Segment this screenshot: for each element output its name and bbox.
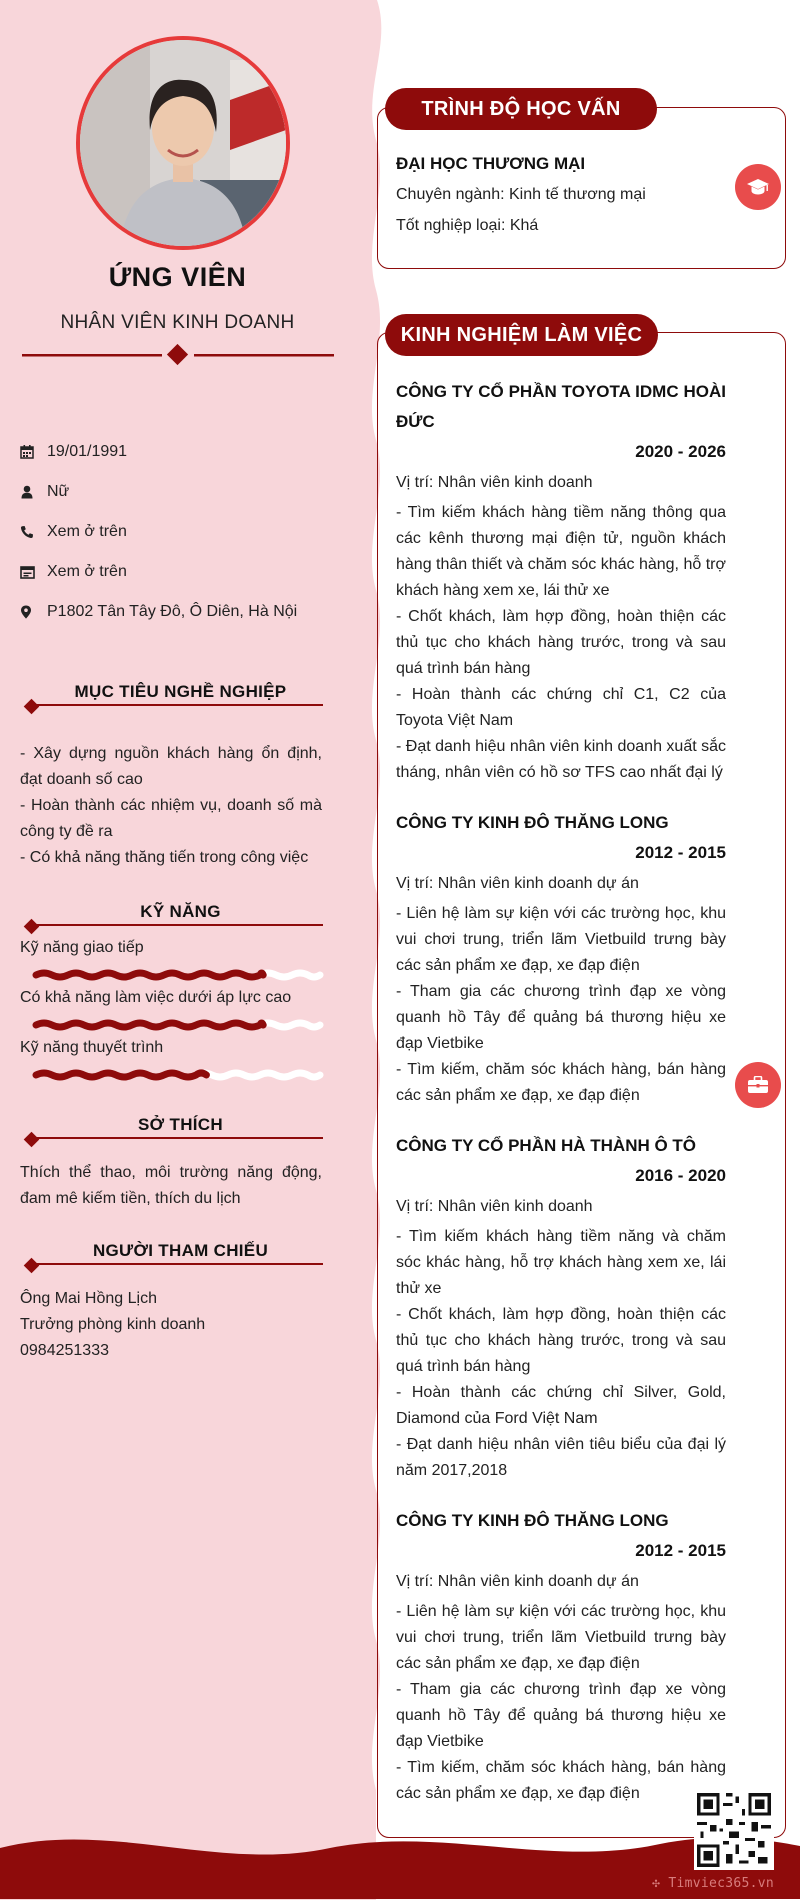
job-company: CÔNG TY CỔ PHẦN TOYOTA IDMC HOÀI ĐỨC	[396, 382, 726, 431]
job-position: Vị trí: Nhân viên kinh doanh	[396, 474, 593, 491]
job-position: Vị trí: Nhân viên kinh doanh dự án	[396, 1573, 639, 1590]
job-task: - Tìm kiếm khách hàng tiềm năng và chăm sóc khác hàng, hỗ trợ khách hàng xem xe, lái thử xe	[396, 1228, 726, 1297]
education-school: ĐẠI HỌC THƯƠNG MẠI	[396, 154, 586, 173]
graduation-cap-icon	[746, 177, 770, 197]
watermark-text: Timviec365.vn	[668, 1876, 774, 1891]
calendar-icon	[20, 444, 47, 460]
job-period: 2012 - 2015	[635, 1541, 726, 1560]
job-company: CÔNG TY CỔ PHẦN HÀ THÀNH Ô TÔ	[396, 1136, 697, 1155]
job-task: - Liên hệ làm sự kiện với các trường học, khu vui chơi trung, triển lãm Vietbuild trưng bày các sản phẩm xe đạp, xe đạp điện	[396, 905, 726, 974]
job-task: - Hoàn thành các chứng chỉ Silver, Gold, Diamond của Ford Việt Nam	[396, 1384, 726, 1427]
hobbies-heading	[20, 1115, 323, 1141]
job-task: - Tìm kiếm khách hàng tiềm năng thông qua các kênh thương mại điện tử, nguồn khách hàng thân thiết và chăm sóc khác hàng, hỗ trợ khách hàng xem xe, lái thử xe	[396, 504, 726, 599]
education-grade: Tốt nghiệp loại: Khá	[396, 217, 539, 234]
candidate-job-title: NHÂN VIÊN KINH DOANH	[60, 312, 295, 333]
contact-email-text: Xem ở trên	[47, 563, 127, 580]
title-divider	[22, 344, 334, 366]
career-goal-title: MỤC TIÊU NGHỀ NGHIỆP	[74, 682, 287, 701]
education-major: Chuyên ngành: Kinh tế thương mại	[396, 186, 646, 203]
education-content	[396, 153, 726, 237]
job-position: Vị trí: Nhân viên kinh doanh dự án	[396, 875, 639, 892]
location-icon	[20, 604, 47, 620]
career-goal-text	[20, 741, 322, 871]
job-position: Vị trí: Nhân viên kinh doanh	[396, 1198, 593, 1215]
experience-heading: KINH NGHIỆM LÀM VIỆC	[385, 314, 658, 356]
career-goal-line: - Hoàn thành các nhiệm vụ, doanh số mà công ty đề ra	[20, 797, 322, 840]
career-goal-heading	[20, 682, 323, 708]
skill-level-bar	[20, 969, 325, 981]
skills-title: KỸ NĂNG	[140, 902, 221, 921]
career-goal-line: - Xây dựng nguồn khách hàng ổn định, đạt doanh số cao	[20, 745, 322, 788]
job-company: CÔNG TY KINH ĐÔ THĂNG LONG	[396, 813, 669, 832]
job-period: 2016 - 2020	[635, 1166, 726, 1185]
contact-address-text: P1802 Tân Tây Đô, Ô Diên, Hà Nội	[47, 603, 298, 620]
career-goal-line: - Có khả năng thăng tiến trong công việc	[20, 849, 309, 866]
contact-phone	[20, 512, 340, 552]
job-task: - Tìm kiếm, chăm sóc khách hàng, bán hàng các sản phẩm xe đạp, xe đạp điện	[396, 1061, 726, 1104]
job-entry	[396, 377, 726, 786]
education-heading: TRÌNH ĐỘ HỌC VẤN	[385, 88, 657, 130]
job-task: - Hoàn thành các chứng chỉ C1, C2 của Toyota Việt Nam	[396, 686, 726, 729]
job-period: 2012 - 2015	[635, 843, 726, 862]
skill-name: Kỹ năng giao tiếp	[20, 939, 144, 956]
contact-birthdate-text: 19/01/1991	[47, 443, 128, 460]
reference-name: Ông Mai Hồng Lịch	[20, 1290, 157, 1307]
skill-item	[20, 1035, 325, 1081]
experience-list	[396, 377, 726, 1829]
references-text	[20, 1286, 322, 1364]
job-task: - Đạt danh hiệu nhân viên kinh doanh xuất sắc tháng, nhân viên có hồ sơ TFS cao nhất đại lý	[396, 738, 727, 781]
contact-address	[20, 592, 340, 632]
hobbies-text: Thích thể thao, môi trường năng động, đam mê kiếm tiền, thích du lịch	[20, 1164, 322, 1207]
experience-icon-badge	[735, 1062, 781, 1108]
skill-item	[20, 935, 325, 981]
references-title: NGƯỜI THAM CHIẾU	[92, 1241, 269, 1260]
email-icon	[20, 564, 47, 580]
hobbies-title: SỞ THÍCH	[138, 1115, 223, 1134]
avatar	[76, 36, 290, 250]
contact-gender	[20, 472, 340, 512]
reference-phone: 0984251333	[20, 1342, 109, 1359]
job-company: CÔNG TY KINH ĐÔ THĂNG LONG	[396, 1511, 669, 1530]
skill-name: Kỹ năng thuyết trình	[20, 1039, 164, 1056]
candidate-name: ỨNG VIÊN	[108, 262, 247, 292]
job-task: - Đạt danh hiệu nhân viên tiêu biểu của đại lý năm 2017,2018	[396, 1436, 726, 1479]
contact-birthdate	[20, 432, 340, 472]
job-entry	[396, 1131, 726, 1484]
job-entry	[396, 808, 726, 1109]
star-icon: ✣	[652, 1876, 669, 1891]
phone-icon	[20, 524, 47, 540]
user-icon	[20, 484, 47, 500]
heading-rule	[28, 704, 323, 706]
heading-rule	[28, 924, 323, 926]
skills-heading	[20, 902, 323, 928]
education-icon-badge	[735, 164, 781, 210]
job-task: - Tham gia các chương trình đạp xe vòng quanh hồ Tây để quảng bá thương hiệu xe đạp Vietbike	[396, 1681, 726, 1750]
job-task: - Liên hệ làm sự kiện với các trường học, khu vui chơi trung, triển lãm Vietbuild trưng bày các sản phẩm xe đạp, xe đạp điện	[396, 1603, 726, 1672]
job-period: 2020 - 2026	[635, 442, 726, 461]
job-task: - Tìm kiếm, chăm sóc khách hàng, bán hàng các sản phẩm xe đạp, xe đạp điện	[396, 1759, 726, 1802]
skill-item	[20, 985, 325, 1031]
watermark	[652, 1876, 774, 1891]
reference-position: Trưởng phòng kinh doanh	[20, 1316, 206, 1333]
contact-gender-text: Nữ	[47, 483, 70, 500]
heading-rule	[28, 1263, 323, 1265]
skill-level-bar	[20, 1019, 325, 1031]
job-task: - Tham gia các chương trình đạp xe vòng quanh hồ Tây để quảng bá thương hiệu xe đạp Vietbike	[396, 983, 726, 1052]
contact-email	[20, 552, 340, 592]
job-task: - Chốt khách, làm hợp đồng, hoàn thiện các thủ tục cho khách hàng trước, trong và sau quá trình bán hàng	[396, 1306, 726, 1375]
qr-code	[694, 1790, 774, 1870]
job-entry	[396, 1506, 726, 1807]
contact-list	[20, 432, 340, 632]
skill-name: Có khả năng làm việc dưới áp lực cao	[20, 989, 292, 1006]
references-heading	[20, 1241, 323, 1267]
briefcase-icon	[747, 1076, 769, 1094]
skill-level-bar	[20, 1069, 325, 1081]
contact-phone-text: Xem ở trên	[47, 523, 127, 540]
heading-rule	[28, 1137, 323, 1139]
job-task: - Chốt khách, làm hợp đồng, hoàn thiện các thủ tục cho khách hàng trước, trong và sau quá trình bán hàng	[396, 608, 726, 677]
